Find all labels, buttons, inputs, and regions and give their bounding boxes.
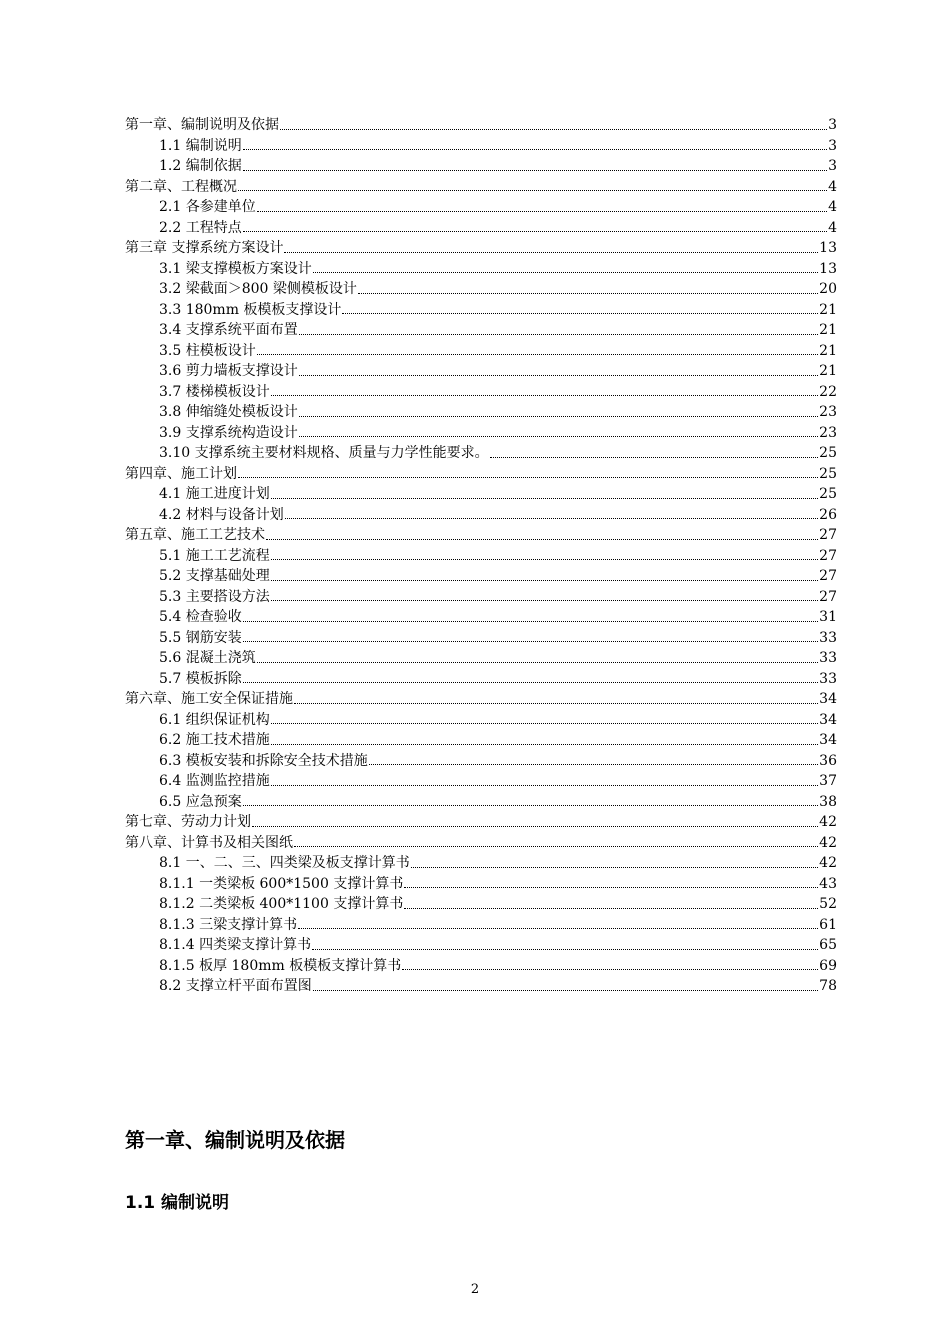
toc-dot-leader	[299, 375, 818, 376]
toc-entry-label: 5.4 检查验收	[159, 609, 242, 625]
toc-dot-leader	[404, 887, 818, 888]
toc-entry-label: 3.2 梁截面＞800 梁侧模板设计	[159, 281, 357, 297]
toc-dot-leader	[271, 559, 818, 560]
toc-dot-leader	[280, 129, 827, 130]
toc-dot-leader	[294, 846, 818, 847]
toc-dot-leader	[271, 723, 818, 724]
toc-entry-label: 5.6 混凝土浇筑	[159, 650, 256, 666]
page-number: 2	[470, 1282, 480, 1297]
toc-entry-page: 34	[819, 711, 837, 728]
toc-entry-page: 4	[828, 219, 837, 236]
toc-entry-section[interactable]	[125, 402, 837, 423]
toc-entry-page: 23	[819, 424, 837, 441]
toc-entry-section[interactable]	[125, 505, 837, 526]
toc-entry-section[interactable]	[125, 156, 837, 177]
toc-entry-page: 3	[828, 137, 837, 154]
toc-entry-page: 21	[819, 363, 837, 379]
toc-dot-leader	[257, 354, 818, 355]
toc-dot-leader	[411, 867, 818, 868]
toc-entry-page: 42	[819, 855, 837, 871]
toc-entry-section[interactable]	[125, 628, 837, 649]
toc-entry-label: 3.8 伸缩缝处模板设计	[159, 404, 298, 420]
toc-entry-chapter[interactable]	[125, 833, 837, 854]
toc-entry-label: 第三章 支撑系统方案设计	[125, 240, 284, 256]
toc-entry-section[interactable]	[125, 341, 837, 362]
toc-entry-section[interactable]	[125, 669, 837, 690]
toc-entry-section[interactable]	[125, 792, 837, 813]
toc-entry-label: 3.6 剪力墙板支撑设计	[159, 363, 298, 379]
toc-entry-label: 6.4 监测监控措施	[159, 773, 270, 789]
toc-entry-section[interactable]	[125, 730, 837, 751]
toc-entry-label: 6.2 施工技术措施	[159, 732, 270, 748]
toc-entry-page: 69	[819, 957, 837, 974]
toc-entry-section[interactable]	[125, 259, 837, 280]
toc-entry-label: 3.9 支撑系统构造设计	[159, 424, 298, 441]
toc-entry-page: 31	[819, 609, 837, 625]
toc-entry-section[interactable]	[125, 566, 837, 587]
toc-entry-chapter[interactable]	[125, 812, 837, 833]
toc-dot-leader	[271, 498, 818, 499]
toc-entry-label: 1.2 编制依据	[159, 158, 242, 174]
toc-entry-page: 27	[819, 588, 837, 605]
toc-dot-leader	[252, 826, 818, 827]
toc-entry-section[interactable]	[125, 976, 837, 997]
toc-dot-leader	[369, 764, 818, 765]
toc-dot-leader	[243, 682, 818, 683]
toc-dot-leader	[299, 436, 818, 437]
toc-entry-page: 33	[819, 670, 837, 687]
toc-entry-label: 3.7 楼梯模板设计	[159, 383, 270, 400]
toc-dot-leader	[243, 641, 818, 642]
toc-entry-label: 6.5 应急预案	[159, 793, 242, 810]
toc-entry-label: 第七章、劳动力计划	[125, 814, 251, 830]
toc-dot-leader	[243, 149, 827, 150]
toc-entry-page: 23	[819, 404, 837, 420]
toc-entry-label: 第四章、施工计划	[125, 465, 237, 482]
table-of-contents	[125, 115, 837, 997]
toc-entry-page: 34	[819, 732, 837, 748]
toc-entry-page: 33	[819, 629, 837, 646]
toc-entry-label: 5.5 钢筋安装	[159, 629, 242, 646]
toc-dot-leader	[257, 211, 827, 212]
toc-dot-leader	[298, 928, 818, 929]
toc-entry-section[interactable]	[125, 484, 837, 505]
toc-entry-label: 第五章、施工工艺技术	[125, 527, 265, 543]
toc-entry-page: 21	[819, 322, 837, 338]
toc-entry-label: 4.1 施工进度计划	[159, 486, 270, 502]
toc-entry-label: 第六章、施工安全保证措施	[125, 691, 293, 707]
toc-entry-page: 4	[828, 178, 837, 195]
toc-dot-leader	[313, 272, 818, 273]
toc-dot-leader	[404, 908, 818, 909]
toc-entry-section[interactable]	[125, 320, 837, 341]
toc-dot-leader	[271, 744, 818, 745]
toc-entry-label: 8.1.1 一类梁板 600*1500 支撑计算书	[159, 875, 404, 892]
toc-entry-page: 21	[819, 301, 837, 318]
toc-entry-label: 8.1.5 板厚 180mm 板模板支撑计算书	[159, 957, 402, 974]
toc-entry-section[interactable]	[125, 956, 837, 977]
toc-entry-label: 8.1.3 三梁支撑计算书	[159, 916, 298, 933]
toc-entry-section[interactable]	[125, 382, 837, 403]
toc-entry-section[interactable]	[125, 771, 837, 792]
toc-entry-label: 3.1 梁支撑模板方案设计	[159, 260, 312, 277]
toc-dot-leader	[285, 518, 818, 519]
toc-entry-page: 13	[819, 260, 837, 277]
toc-entry-page: 25	[819, 465, 837, 482]
toc-entry-label: 5.2 支撑基础处理	[159, 568, 270, 584]
toc-entry-section[interactable]	[125, 300, 837, 321]
toc-entry-section[interactable]	[125, 136, 837, 157]
toc-dot-leader	[312, 949, 818, 950]
toc-entry-page: 42	[819, 834, 837, 851]
toc-dot-leader	[238, 190, 827, 191]
toc-entry-section[interactable]	[125, 423, 837, 444]
toc-entry-label: 1.1 编制说明	[159, 137, 242, 154]
toc-entry-page: 27	[819, 547, 837, 564]
toc-entry-chapter[interactable]	[125, 115, 837, 136]
toc-entry-section[interactable]	[125, 935, 837, 956]
toc-entry-page: 38	[819, 793, 837, 810]
toc-entry-label: 8.1.2 二类梁板 400*1100 支撑计算书	[159, 896, 404, 912]
toc-dot-leader	[402, 969, 818, 970]
toc-entry-label: 2.1 各参建单位	[159, 199, 256, 215]
toc-dot-leader	[271, 395, 818, 396]
toc-entry-page: 52	[819, 896, 837, 912]
toc-entry-label: 5.1 施工工艺流程	[159, 547, 270, 564]
toc-entry-page: 20	[819, 281, 837, 297]
toc-entry-page: 36	[819, 752, 837, 769]
toc-entry-page: 42	[819, 814, 837, 830]
toc-entry-section[interactable]	[125, 915, 837, 936]
toc-dot-leader	[243, 621, 818, 622]
toc-entry-page: 25	[819, 486, 837, 502]
toc-entry-section[interactable]	[125, 751, 837, 772]
toc-entry-label: 6.1 组织保证机构	[159, 711, 270, 728]
toc-entry-section[interactable]	[125, 894, 837, 915]
toc-entry-page: 34	[819, 691, 837, 707]
toc-dot-leader	[238, 477, 818, 478]
toc-entry-page: 3	[828, 158, 837, 174]
toc-entry-label: 6.3 模板安装和拆除安全技术措施	[159, 752, 368, 769]
toc-entry-label: 4.2 材料与设备计划	[159, 506, 284, 523]
toc-entry-label: 第一章、编制说明及依据	[125, 117, 279, 133]
toc-dot-leader	[358, 293, 818, 294]
toc-dot-leader	[284, 252, 818, 253]
toc-entry-chapter[interactable]	[125, 238, 837, 259]
toc-dot-leader	[271, 580, 818, 581]
toc-entry-page: 61	[819, 916, 837, 933]
toc-entry-label: 第二章、工程概况	[125, 178, 237, 195]
toc-entry-page: 21	[819, 342, 837, 359]
toc-entry-page: 27	[819, 568, 837, 584]
toc-dot-leader	[294, 703, 818, 704]
toc-entry-section[interactable]	[125, 710, 837, 731]
toc-dot-leader	[266, 539, 818, 540]
toc-entry-page: 43	[819, 875, 837, 892]
toc-entry-chapter[interactable]	[125, 177, 837, 198]
toc-entry-page: 65	[819, 937, 837, 953]
toc-entry-label: 5.3 主要搭设方法	[159, 588, 270, 605]
toc-entry-label: 8.1 一、二、三、四类梁及板支撑计算书	[159, 855, 410, 871]
toc-entry-section[interactable]	[125, 648, 837, 669]
toc-entry-section[interactable]	[125, 197, 837, 218]
toc-entry-page: 33	[819, 650, 837, 666]
toc-entry-chapter[interactable]	[125, 525, 837, 546]
toc-entry-page: 4	[828, 199, 837, 215]
toc-entry-section[interactable]	[125, 546, 837, 567]
toc-dot-leader	[299, 416, 818, 417]
toc-entry-label: 3.10 支撑系统主要材料规格、质量与力学性能要求。	[159, 445, 489, 461]
toc-entry-label: 3.4 支撑系统平面布置	[159, 322, 298, 338]
toc-entry-page: 25	[819, 445, 837, 461]
toc-dot-leader	[257, 662, 818, 663]
toc-dot-leader	[271, 600, 818, 601]
toc-entry-chapter[interactable]	[125, 689, 837, 710]
toc-dot-leader	[313, 990, 818, 991]
toc-entry-label: 2.2 工程特点	[159, 219, 242, 236]
toc-entry-label: 8.2 支撑立杆平面布置图	[159, 978, 312, 994]
toc-entry-section[interactable]	[125, 361, 837, 382]
toc-entry-page: 3	[828, 117, 837, 133]
toc-entry-section[interactable]	[125, 443, 837, 464]
toc-dot-leader	[243, 170, 827, 171]
toc-dot-leader	[342, 313, 818, 314]
toc-dot-leader	[271, 785, 818, 786]
toc-entry-page: 27	[819, 527, 837, 543]
toc-entry-label: 3.5 柱模板设计	[159, 342, 256, 359]
toc-entry-section[interactable]	[125, 874, 837, 895]
toc-entry-section[interactable]	[125, 587, 837, 608]
toc-entry-section[interactable]	[125, 607, 837, 628]
toc-entry-page: 22	[819, 383, 837, 400]
toc-entry-label: 3.3 180mm 板模板支撑设计	[159, 301, 342, 318]
toc-entry-section[interactable]	[125, 279, 837, 300]
toc-entry-chapter[interactable]	[125, 464, 837, 485]
toc-entry-label: 8.1.4 四类梁支撑计算书	[159, 937, 312, 953]
toc-entry-label: 5.7 模板拆除	[159, 670, 242, 687]
chapter-heading: 第一章、编制说明及依据	[125, 1128, 345, 1152]
toc-entry-page: 78	[819, 978, 837, 994]
toc-entry-label: 第八章、计算书及相关图纸	[125, 834, 293, 851]
toc-entry-section[interactable]	[125, 853, 837, 874]
toc-dot-leader	[299, 334, 818, 335]
toc-dot-leader	[243, 231, 827, 232]
toc-dot-leader	[243, 805, 818, 806]
toc-entry-page: 13	[819, 240, 837, 256]
toc-dot-leader	[490, 457, 819, 458]
toc-entry-page: 37	[819, 773, 837, 789]
toc-entry-section[interactable]	[125, 218, 837, 239]
toc-entry-page: 26	[819, 506, 837, 523]
section-heading: 1.1 编制说明	[125, 1193, 230, 1213]
